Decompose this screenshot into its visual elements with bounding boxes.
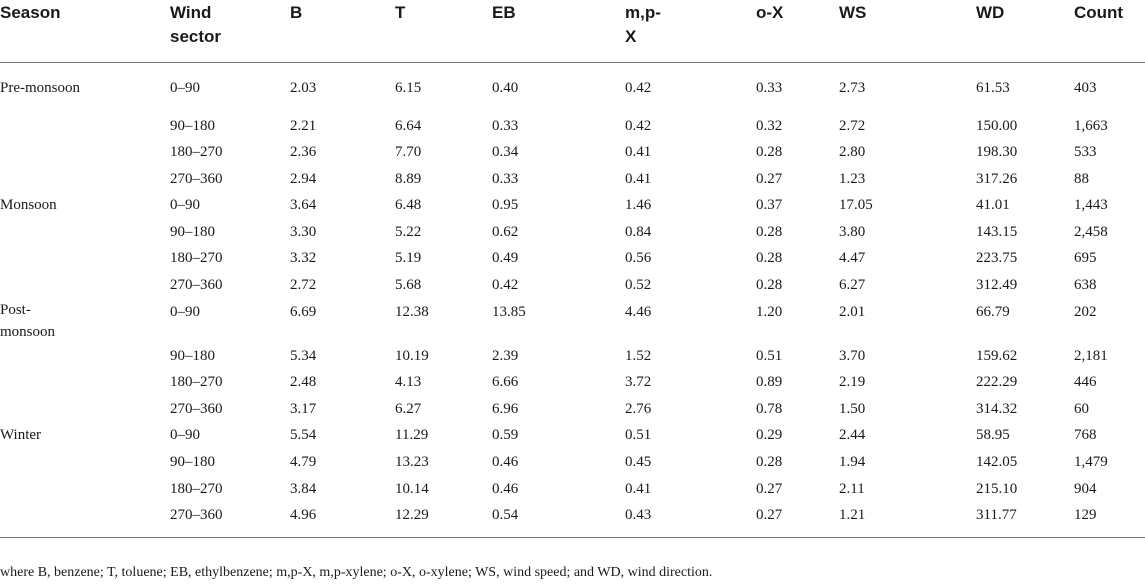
cell-wd: 41.01 (976, 197, 1010, 214)
cell-count: 2,181 (1074, 347, 1108, 364)
cell-season (0, 502, 170, 537)
cell-eb: 0.33 (492, 117, 519, 134)
cell-b: 2.21 (290, 117, 317, 134)
cell-t: 11.29 (395, 427, 429, 444)
table-row (0, 396, 1145, 423)
cell-mp-x: 0.56 (625, 250, 652, 267)
cell-b: 4.96 (290, 507, 317, 524)
cell-season: Monsoon (0, 197, 57, 214)
cell-count: 904 (1074, 480, 1097, 497)
cell-b: 2.36 (290, 144, 317, 161)
cell-wind-sector: 270–360 (170, 507, 223, 524)
table-row (0, 62, 1145, 113)
cell-b: 2.94 (290, 170, 317, 187)
table-row (0, 343, 1145, 370)
cell-ws: 1.94 (839, 454, 866, 471)
cell-o-x: 0.51 (756, 347, 783, 364)
cell-count: 695 (1074, 250, 1097, 267)
cell-ws: 1.21 (839, 507, 866, 524)
cell-count: 1,479 (1074, 454, 1108, 471)
cell-wind-sector: 90–180 (170, 223, 215, 240)
cell-eb: 2.39 (492, 347, 519, 364)
cell-season: Post-monsoon (0, 301, 56, 340)
cell-count: 60 (1074, 400, 1089, 417)
cell-o-x: 0.27 (756, 170, 783, 187)
table-row (0, 422, 1145, 449)
cell-b: 3.84 (290, 480, 317, 497)
cell-mp-x: 0.43 (625, 507, 652, 524)
cell-count: 1,663 (1074, 117, 1108, 134)
cell-count: 2,458 (1074, 223, 1108, 240)
cell-wd: 215.10 (976, 480, 1018, 497)
cell-count: 1,443 (1074, 197, 1108, 214)
cell-mp-x: 0.45 (625, 454, 652, 471)
cell-t: 5.19 (395, 250, 422, 267)
cell-eb: 13.85 (492, 303, 526, 320)
cell-t: 8.89 (395, 170, 422, 187)
cell-o-x: 0.28 (756, 454, 783, 471)
cell-wind-sector: 0–90 (170, 79, 200, 96)
cell-season (0, 219, 170, 246)
cell-eb: 0.42 (492, 277, 519, 294)
header-b: B (290, 3, 303, 22)
cell-mp-x: 1.46 (625, 197, 652, 214)
cell-t: 6.48 (395, 197, 422, 214)
cell-t: 6.64 (395, 117, 422, 134)
cell-ws: 3.70 (839, 347, 866, 364)
cell-o-x: 0.33 (756, 79, 783, 96)
cell-eb: 0.46 (492, 480, 519, 497)
cell-season (0, 396, 170, 423)
cell-wd: 312.49 (976, 277, 1018, 294)
cell-season: Pre-monsoon (0, 79, 80, 96)
cell-t: 5.22 (395, 223, 422, 240)
cell-mp-x: 0.42 (625, 117, 652, 134)
table-row (0, 192, 1145, 219)
cell-wd: 223.75 (976, 250, 1018, 267)
cell-eb: 0.62 (492, 223, 519, 240)
cell-wd: 317.26 (976, 170, 1018, 187)
cell-b: 5.34 (290, 347, 317, 364)
cell-wd: 222.29 (976, 374, 1018, 391)
cell-mp-x: 0.84 (625, 223, 652, 240)
cell-t: 10.19 (395, 347, 429, 364)
cell-season (0, 476, 170, 503)
cell-mp-x: 0.42 (625, 79, 652, 96)
cell-o-x: 0.89 (756, 374, 783, 391)
cell-ws: 1.23 (839, 170, 866, 187)
cell-ws: 2.11 (839, 480, 865, 497)
cell-season (0, 449, 170, 476)
cell-season (0, 272, 170, 299)
cell-season (0, 139, 170, 166)
cell-wind-sector: 90–180 (170, 117, 215, 134)
cell-wind-sector: 0–90 (170, 427, 200, 444)
cell-wd: 66.79 (976, 303, 1010, 320)
cell-o-x: 0.27 (756, 480, 783, 497)
cell-t: 6.27 (395, 400, 422, 417)
cell-o-x: 0.78 (756, 400, 783, 417)
cell-wind-sector: 0–90 (170, 197, 200, 214)
table-row (0, 166, 1145, 193)
cell-ws: 1.50 (839, 400, 866, 417)
cell-mp-x: 2.76 (625, 400, 652, 417)
cell-eb: 0.33 (492, 170, 519, 187)
table-row (0, 219, 1145, 246)
cell-mp-x: 0.51 (625, 427, 652, 444)
cell-wind-sector: 0–90 (170, 303, 200, 320)
cell-b: 2.03 (290, 79, 317, 96)
cell-ws: 2.80 (839, 144, 866, 161)
table-footnote: where B, benzene; T, toluene; EB, ethylbenzene; m,p-X, m,p-xylene; o-X, o-xylene; WS, wind speed; and WD, wind direction. (0, 565, 713, 580)
header-mp-x: m,p-X (625, 3, 661, 46)
header-count: Count (1074, 3, 1124, 22)
table-row (0, 299, 1145, 343)
cell-o-x: 0.27 (756, 507, 783, 524)
cell-eb: 0.54 (492, 507, 519, 524)
cell-count: 533 (1074, 144, 1097, 161)
cell-t: 13.23 (395, 454, 429, 471)
cell-wd: 142.05 (976, 454, 1018, 471)
cell-o-x: 0.28 (756, 277, 783, 294)
cell-count: 446 (1074, 374, 1097, 391)
cell-eb: 6.96 (492, 400, 519, 417)
cell-o-x: 0.28 (756, 144, 783, 161)
cell-t: 12.38 (395, 303, 429, 320)
cell-ws: 6.27 (839, 277, 866, 294)
cell-mp-x: 1.52 (625, 347, 652, 364)
header-wd: WD (976, 3, 1005, 22)
cell-count: 88 (1074, 170, 1089, 187)
cell-wind-sector: 180–270 (170, 250, 223, 267)
cell-wd: 159.62 (976, 347, 1018, 364)
cell-mp-x: 0.52 (625, 277, 652, 294)
cell-b: 6.69 (290, 303, 317, 320)
cell-wd: 58.95 (976, 427, 1010, 444)
table-row (0, 502, 1145, 537)
table-row (0, 113, 1145, 140)
cell-wd: 143.15 (976, 223, 1018, 240)
cell-eb: 0.49 (492, 250, 519, 267)
cell-t: 12.29 (395, 507, 429, 524)
cell-ws: 2.73 (839, 79, 866, 96)
header-ws: WS (839, 3, 867, 22)
cell-o-x: 0.28 (756, 250, 783, 267)
cell-t: 6.15 (395, 79, 422, 96)
cell-count: 202 (1074, 303, 1097, 320)
cell-mp-x: 4.46 (625, 303, 652, 320)
cell-wind-sector: 180–270 (170, 374, 223, 391)
header-row (0, 0, 1145, 62)
cell-b: 3.30 (290, 223, 317, 240)
table-row (0, 476, 1145, 503)
cell-mp-x: 0.41 (625, 480, 652, 497)
cell-t: 4.13 (395, 374, 422, 391)
cell-ws: 2.01 (839, 303, 866, 320)
cell-wd: 311.77 (976, 507, 1017, 524)
cell-count: 638 (1074, 277, 1097, 294)
table-row (0, 449, 1145, 476)
cell-season (0, 343, 170, 370)
table-body (0, 62, 1145, 537)
cell-mp-x: 0.41 (625, 144, 652, 161)
cell-eb: 0.46 (492, 454, 519, 471)
cell-mp-x: 0.41 (625, 170, 652, 187)
cell-b: 5.54 (290, 427, 317, 444)
cell-eb: 0.59 (492, 427, 519, 444)
cell-ws: 2.72 (839, 117, 866, 134)
cell-eb: 6.66 (492, 374, 519, 391)
header-season: Season (0, 3, 61, 22)
cell-wind-sector: 270–360 (170, 277, 223, 294)
cell-t: 5.68 (395, 277, 422, 294)
table-row (0, 272, 1145, 299)
cell-wd: 314.32 (976, 400, 1018, 417)
cell-o-x: 0.32 (756, 117, 783, 134)
cell-ws: 4.47 (839, 250, 866, 267)
cell-season: Winter (0, 427, 42, 444)
cell-season (0, 369, 170, 396)
header-wind-sector: Wind sector (170, 3, 222, 46)
cell-b: 3.64 (290, 197, 317, 214)
cell-wind-sector: 270–360 (170, 170, 223, 187)
cell-ws: 3.80 (839, 223, 866, 240)
header-t: T (395, 3, 406, 22)
cell-wd: 150.00 (976, 117, 1018, 134)
cell-eb: 0.34 (492, 144, 519, 161)
cell-ws: 2.19 (839, 374, 866, 391)
cell-wind-sector: 270–360 (170, 400, 223, 417)
cell-mp-x: 3.72 (625, 374, 652, 391)
cell-wind-sector: 180–270 (170, 480, 223, 497)
cell-b: 3.32 (290, 250, 317, 267)
cell-season (0, 113, 170, 140)
cell-count: 403 (1074, 79, 1097, 96)
cell-b: 2.72 (290, 277, 317, 294)
cell-b: 3.17 (290, 400, 317, 417)
cell-season (0, 245, 170, 272)
cell-season (0, 166, 170, 193)
cell-o-x: 1.20 (756, 303, 783, 320)
cell-eb: 0.40 (492, 79, 519, 96)
cell-wind-sector: 90–180 (170, 454, 215, 471)
cell-o-x: 0.29 (756, 427, 783, 444)
cell-wd: 61.53 (976, 79, 1010, 96)
cell-t: 10.14 (395, 480, 429, 497)
cell-count: 768 (1074, 427, 1097, 444)
cell-ws: 2.44 (839, 427, 866, 444)
cell-o-x: 0.28 (756, 223, 783, 240)
cell-o-x: 0.37 (756, 197, 783, 214)
table-row (0, 139, 1145, 166)
cell-eb: 0.95 (492, 197, 519, 214)
cell-t: 7.70 (395, 144, 422, 161)
header-eb: EB (492, 3, 516, 22)
table-row (0, 369, 1145, 396)
cell-b: 4.79 (290, 454, 317, 471)
cell-wind-sector: 180–270 (170, 144, 223, 161)
cell-count: 129 (1074, 507, 1097, 524)
cell-ws: 17.05 (839, 197, 873, 214)
cell-wd: 198.30 (976, 144, 1018, 161)
table-row (0, 245, 1145, 272)
header-o-x: o-X (756, 3, 784, 22)
cell-b: 2.48 (290, 374, 317, 391)
cell-wind-sector: 90–180 (170, 347, 215, 364)
